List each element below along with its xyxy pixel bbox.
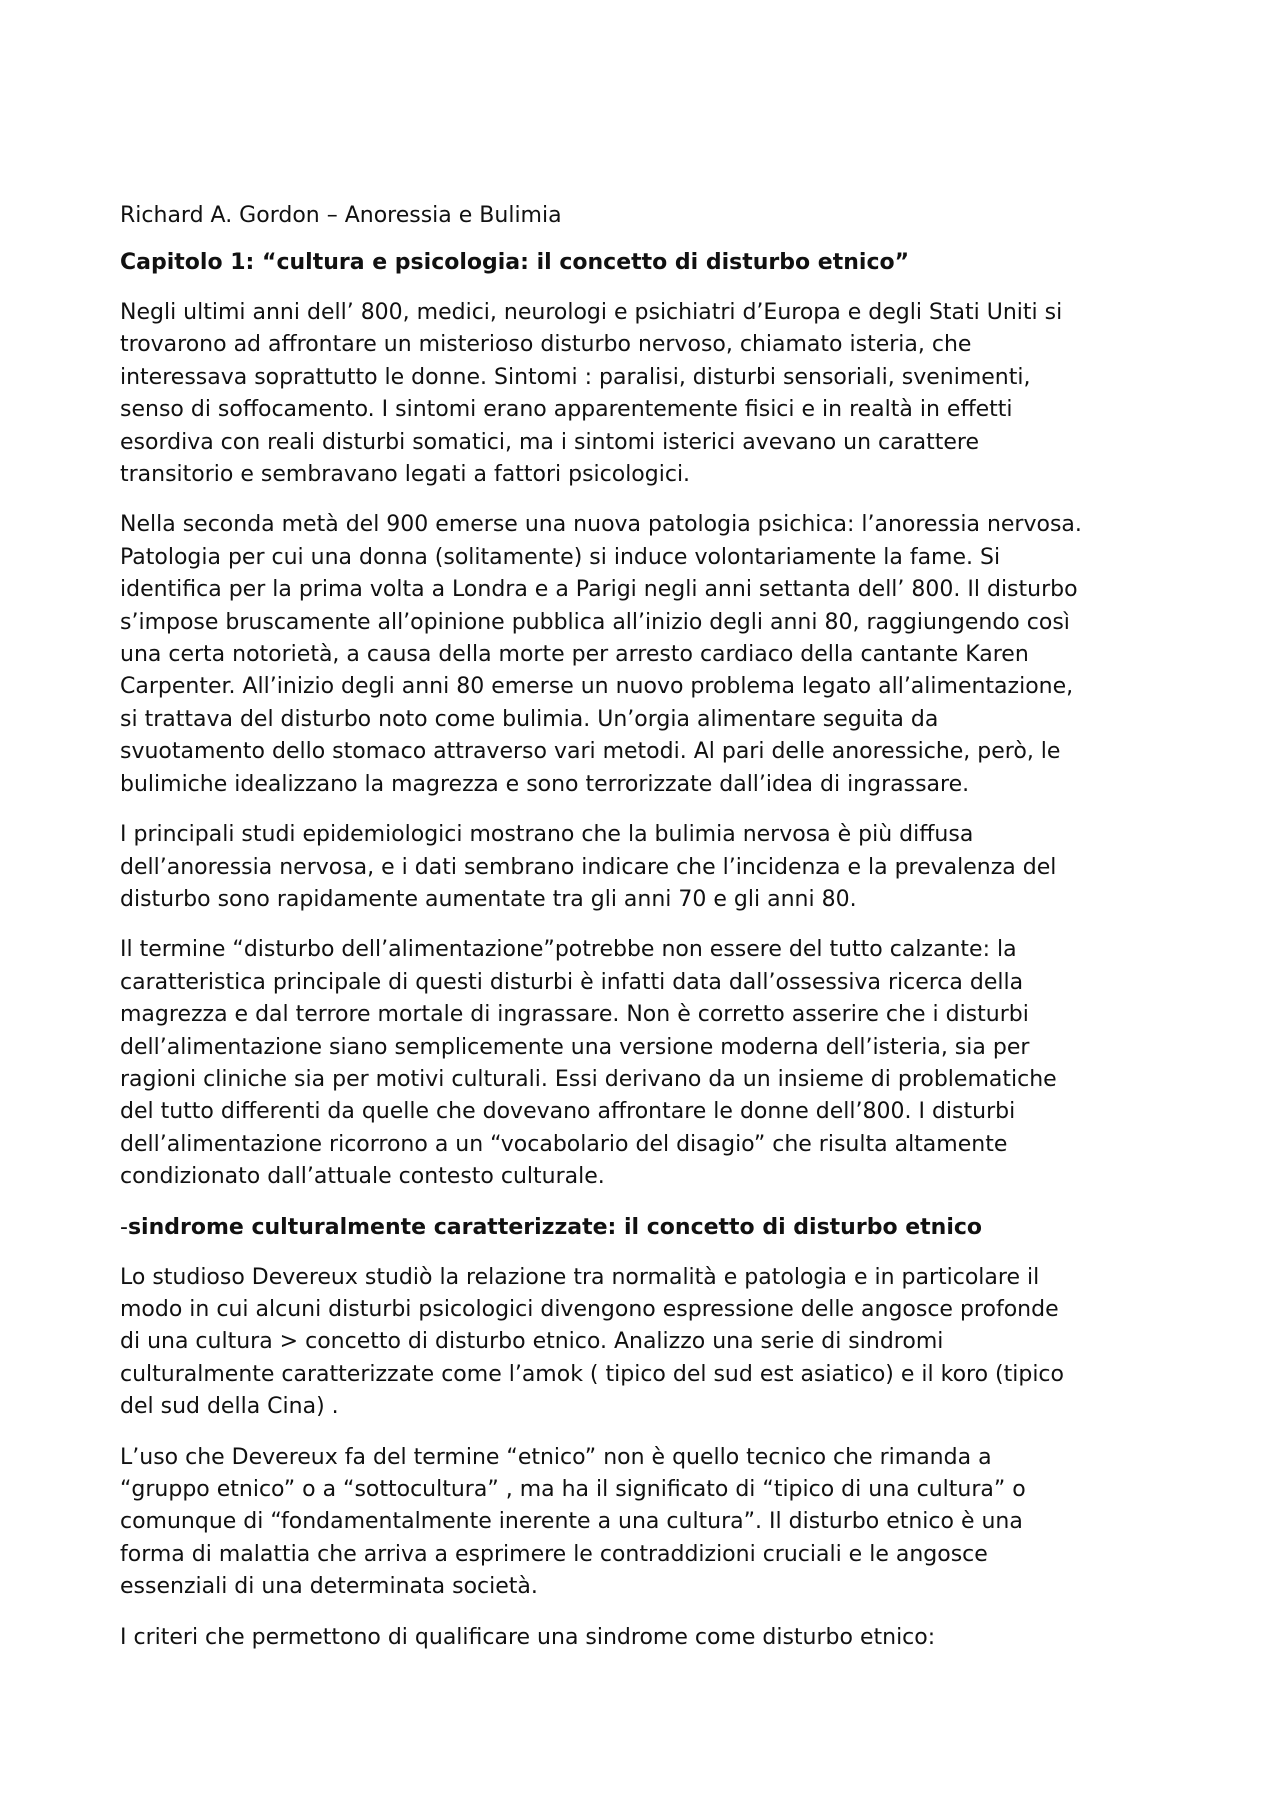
paragraph-anoressia: Nella seconda metà del 900 emerse una nuova patologia psichica: l’anoressia nervosa. Patologia per cui una donna (solitamente) si induce volontariamente la fame. Si identifica per la prima volta a Londra e a Parigi negli anni settanta dell’ 800. Il disturbo s’impose bruscamente all’opinione pubblica all’inizio degli anni 80, raggiungendo così una certa notorietà, a causa della morte per arresto cardiaco della cantante Karen Carpenter. All’inizio degli anni 80 emerse un nuovo problema legato all’alimentazione, si trattava del disturbo noto come bulimia. Un’orgia alimentare seguita da svuotamento dello stomaco attraverso vari metodi. Al pari delle anoressiche, però, le bulimiche idealizzano la magrezza e sono terrorizzate dall’idea di ingrassare. xyxy=(120,512,1082,797)
paragraph-termine: Il termine “disturbo dell’alimentazione”potrebbe non essere del tutto calzante: la caratteristica principale di questi disturbi è infatti data dall’ossessiva ricerca della magrezza e dal terrore mortale di ingrassare. Non è corretto asserire che i disturbi dell’alimentazione siano semplicemente una versione moderna dell’isteria, sia per ragioni cliniche sia per motivi culturali. Essi derivano da un insieme di problematiche del tutto differenti da quelle che dovevano affrontare le donne dell’800. I disturbi dell’alimentazione ricorrono a un “vocabolario del disagio” che risulta altamente condizionato dall’attuale contesto culturale. xyxy=(120,937,1057,1190)
paragraph-etnico: L’uso che Devereux fa del termine “etnico” non è quello tecnico che rimanda a “gruppo etnico” o a “sottocultura” , ma ha il significato di “tipico di una cultura” o comunque di “fondamentalmente inerente a una cultura”. Il disturbo etnico è una forma di malattia che arriva a esprimere le contraddizioni cruciali e le angosce essenziali di una determinata società. xyxy=(120,1444,1026,1600)
paragraph-criteri: I criteri che permettono di qualificare una sindrome come disturbo etnico: xyxy=(120,1624,936,1650)
paragraph-isteria: Negli ultimi anni dell’ 800, medici, neurologi e psichiatri d’Europa e degli Stati Uniti si trovarono ad affrontare un misterioso disturbo nervoso, chiamato isteria, che interessava soprattutto le donne. Sintomi : paralisi, disturbi sensoriali, svenimenti, senso di soffocamento. I sintomi erano apparentemente fisici e in realtà in effetti esordiva con reali disturbi somatici, ma i sintomi isterici avevano un carattere transitorio e sembravano legati a fattori psicologici. xyxy=(120,300,1063,488)
section-heading xyxy=(120,1212,1180,1244)
paragraph-epidemiologia: I principali studi epidemiologici mostrano che la bulimia nervosa è più diffusa dell’anoressia nervosa, e i dati sembrano indicare che l’incidenza e la prevalenza del disturbo sono rapidamente aumentate tra gli anni 70 e gli anni 80. xyxy=(120,822,1057,912)
paragraph-devereux: Lo studioso Devereux studiò la relazione tra normalità e patologia e in particolare il modo in cui alcuni disturbi psicologici divengono espressione delle angosce profonde di una cultura > concetto di disturbo etnico. Analizzo una serie di sindromi culturalmente caratterizzate come l’amok ( tipico del sud est asiatico) e il koro (tipico del sud della Cina) . xyxy=(120,1264,1064,1420)
section-heading-text: sindrome culturalmente caratterizzate: il concetto di disturbo etnico xyxy=(127,1214,983,1240)
document-page xyxy=(120,200,1180,1672)
section-heading-prefix: - xyxy=(120,1214,128,1240)
chapter-heading: Capitolo 1: “cultura e psicologia: il concetto di disturbo etnico” xyxy=(120,250,910,275)
document-title: Richard A. Gordon – Anoressia e Bulimia xyxy=(120,203,562,228)
